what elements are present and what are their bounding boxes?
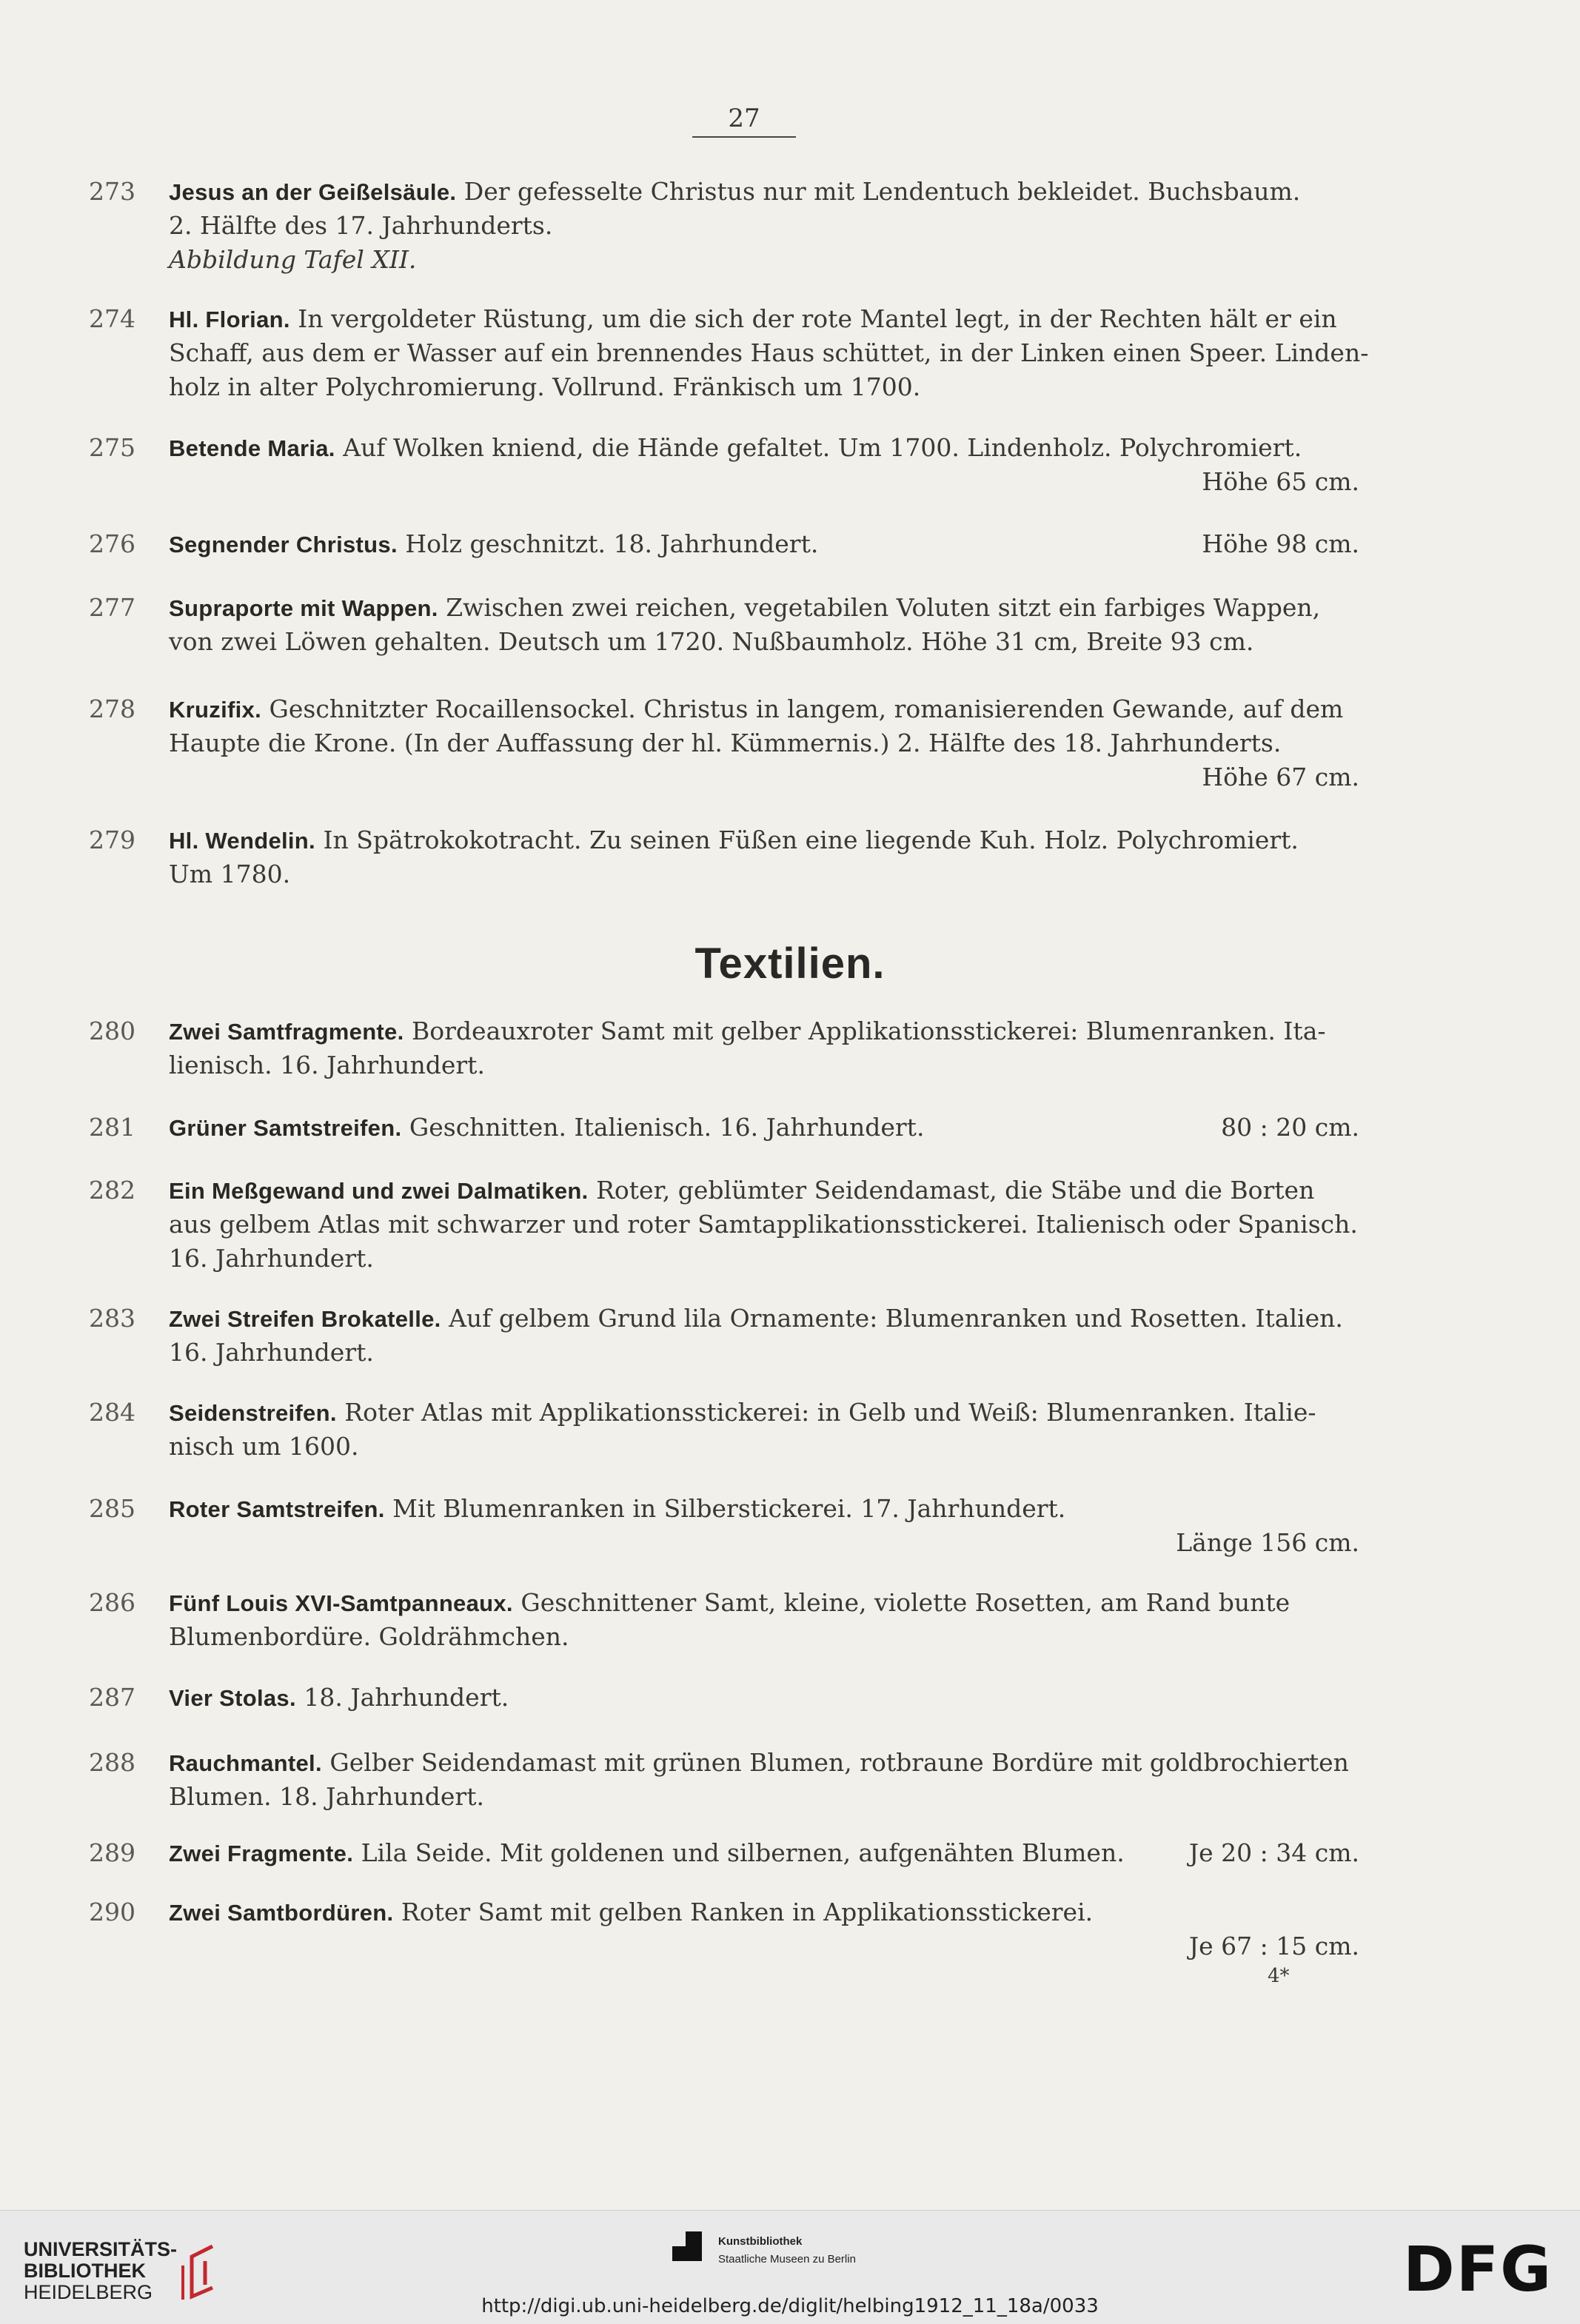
entry-continuation: nisch um 1600. xyxy=(169,1432,359,1461)
entry-title: Segnender Christus. xyxy=(169,532,398,557)
entry-number: 286 xyxy=(89,1588,135,1617)
kb-line-1: Kunstbibliothek xyxy=(718,2235,803,2248)
entry-description: Geschnitzter Rocaillensockel. Christus in langem, romanisierenden Gewande, auf dem xyxy=(269,694,1344,723)
entry-description: Geschnittener Samt, kleine, violette Rosetten, am Rand bunte xyxy=(520,1588,1291,1617)
entry-description: In vergoldeter Rüstung, um die sich der rote Mantel legt, in der Rechten hält er ein xyxy=(298,304,1337,333)
entry-continuation: 16. Jahrhundert. xyxy=(169,1244,374,1273)
entry-number: 282 xyxy=(89,1176,135,1205)
uni-logo-line-3: HEIDELBERG xyxy=(24,2281,153,2303)
entry-continuation: 2. Hälfte des 17. Jahrhunderts. xyxy=(169,211,553,240)
entry-continuation: Haupte die Krone. (In der Auffassung der hl. Kümmernis.) 2. Hälfte des 18. Jahrhunderts. xyxy=(169,729,1282,757)
entry-title: Vier Stolas. xyxy=(169,1685,296,1711)
entry-title: Supraporte mit Wappen. xyxy=(169,595,438,621)
entry-description: 18. Jahrhundert. xyxy=(304,1683,509,1712)
entry-continuation: Blumen. 18. Jahrhundert. xyxy=(169,1782,484,1811)
entry-description: In Spätrokokotracht. Zu seinen Füßen eine liegende Kuh. Holz. Polychromiert. xyxy=(323,826,1299,854)
entry-description: Lila Seide. Mit goldenen und silbernen, aufgenähten Blumen. xyxy=(361,1838,1125,1867)
entry-measurement: Höhe 98 cm. xyxy=(1202,529,1359,558)
section-heading: Textilien. xyxy=(694,940,886,988)
entry-title: Fünf Louis XVI-Samtpanneaux. xyxy=(169,1590,513,1616)
entry-title: Grüner Samtstreifen. xyxy=(169,1115,402,1141)
entry-description: Mit Blumenranken in Silberstickerei. 17. Jahrhundert. xyxy=(392,1494,1066,1523)
entry-title: Roter Samtstreifen. xyxy=(169,1496,385,1522)
entry-number: 287 xyxy=(89,1683,135,1712)
signature-mark: 4* xyxy=(1268,1965,1290,1987)
entry-description: Roter Atlas mit Applikationsstickerei: in Gelb und Weiß: Blumenranken. Italie- xyxy=(344,1398,1316,1427)
entry-continuation: lienisch. 16. Jahrhundert. xyxy=(169,1051,485,1079)
entry-measurement: Je 67 : 15 cm. xyxy=(1188,1932,1359,1960)
dfg-logo[interactable]: DFG xyxy=(1403,2233,1553,2305)
uni-logo-line-2: BIBLIOTHEK xyxy=(24,2260,146,2282)
entry-number: 278 xyxy=(89,694,135,723)
kunstbibliothek-icon xyxy=(672,2231,702,2261)
entry-title: Zwei Fragmente. xyxy=(169,1841,354,1866)
entry-description: Gelber Seidendamast mit grünen Blumen, rotbraune Bordüre mit goldbrochierten xyxy=(329,1748,1349,1777)
entry-measurement: Je 20 : 34 cm. xyxy=(1188,1838,1359,1867)
entry-number: 274 xyxy=(89,304,135,333)
entry-number: 276 xyxy=(89,529,135,558)
entry-description: Auf Wolken kniend, die Hände gefaltet. Um 1700. Lindenholz. Polychromiert. xyxy=(343,433,1302,462)
entry-number: 275 xyxy=(89,433,135,462)
entry-continuation: Blumenbordüre. Goldrähmchen. xyxy=(169,1622,569,1651)
entry-title: Ein Meßgewand und zwei Dalmatiken. xyxy=(169,1178,589,1204)
entry-continuation: holz in alter Polychromierung. Vollrund. Fränkisch um 1700. xyxy=(169,372,921,401)
entry-illustration-note: Abbildung Tafel XII. xyxy=(169,245,417,274)
entry-number: 289 xyxy=(89,1838,135,1867)
entry-description: Zwischen zwei reichen, vegetabilen Voluten sitzt ein farbiges Wappen, xyxy=(446,593,1321,622)
entry-continuation: Um 1780. xyxy=(169,860,291,888)
kb-line-2: Staatliche Museen zu Berlin xyxy=(718,2253,856,2266)
source-url[interactable]: http://digi.ub.uni-heidelberg.de/diglit/helbing1912_11_18a/0033 xyxy=(481,2295,1099,2317)
entry-continuation: Schaff, aus dem er Wasser auf ein brennendes Haus schüttet, in der Linken einen Speer. Linden- xyxy=(169,338,1369,367)
entry-number: 283 xyxy=(89,1304,135,1333)
uni-heidelberg-logo[interactable] xyxy=(24,2239,177,2303)
entry-description: Geschnitten. Italienisch. 16. Jahrhundert. xyxy=(409,1113,925,1142)
entry-title: Jesus an der Geißelsäule. xyxy=(169,179,457,205)
entry-description: Auf gelbem Grund lila Ornamente: Blumenranken und Rosetten. Italien. xyxy=(449,1304,1343,1333)
entry-measurement: Länge 156 cm. xyxy=(1176,1528,1359,1557)
entry-title: Rauchmantel. xyxy=(169,1750,322,1776)
entry-number: 277 xyxy=(89,593,135,622)
entry-number: 285 xyxy=(89,1494,135,1523)
entry-measurement: Höhe 67 cm. xyxy=(1202,763,1359,791)
entry-title: Zwei Streifen Brokatelle. xyxy=(169,1306,441,1332)
uni-emblem-icon xyxy=(175,2243,227,2303)
entry-title: Hl. Wendelin. xyxy=(169,828,315,854)
entry-number: 288 xyxy=(89,1748,135,1777)
entry-continuation: von zwei Löwen gehalten. Deutsch um 1720. Nußbaumholz. Höhe 31 cm, Breite 93 cm. xyxy=(169,627,1254,656)
page-number: 27 xyxy=(692,104,796,138)
entry-title: Betende Maria. xyxy=(169,435,335,461)
entry-number: 273 xyxy=(89,177,135,206)
entry-measurement: Höhe 65 cm. xyxy=(1202,467,1359,496)
entry-number: 281 xyxy=(89,1113,135,1142)
entry-title: Zwei Samtfragmente. xyxy=(169,1019,404,1045)
entry-title: Kruzifix. xyxy=(169,697,261,723)
entry-number: 290 xyxy=(89,1898,135,1926)
uni-logo-line-1: UNIVERSITÄTS- xyxy=(24,2238,178,2260)
entry-number: 280 xyxy=(89,1017,135,1045)
entry-measurement: 80 : 20 cm. xyxy=(1221,1113,1359,1142)
entry-description: Roter, geblümter Seidendamast, die Stäbe und die Borten xyxy=(596,1176,1315,1205)
entry-title: Seidenstreifen. xyxy=(169,1400,337,1426)
entry-title: Zwei Samtbordüren. xyxy=(169,1900,394,1926)
entry-number: 279 xyxy=(89,826,135,854)
entry-continuation: 16. Jahrhundert. xyxy=(169,1338,374,1367)
entry-title: Hl. Florian. xyxy=(169,307,290,332)
entry-description: Roter Samt mit gelben Ranken in Applikationsstickerei. xyxy=(401,1898,1094,1926)
entry-number: 284 xyxy=(89,1398,135,1427)
entry-continuation: aus gelbem Atlas mit schwarzer und roter Samtapplikationsstickerei. Italienisch oder Spanisch. xyxy=(169,1210,1358,1239)
entry-description: Der gefesselte Christus nur mit Lendentuch bekleidet. Buchsbaum. xyxy=(463,177,1301,206)
footer-bar xyxy=(0,2210,1580,2324)
entry-description: Bordeauxroter Samt mit gelber Applikationsstickerei: Blumenranken. Ita- xyxy=(412,1017,1326,1045)
entry-description: Holz geschnitzt. 18. Jahrhundert. xyxy=(405,529,819,558)
